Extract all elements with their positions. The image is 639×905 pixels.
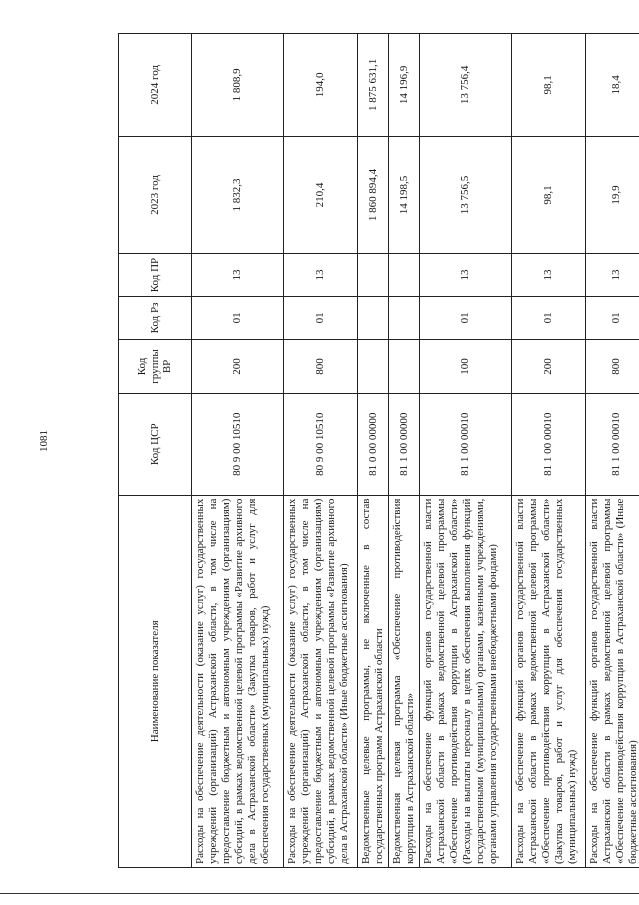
row-2024: 14 196,9 [389,34,420,137]
row-vr: 200 [192,339,284,393]
row-vr: 800 [284,339,358,393]
row-name: Расходы на обеспечение функций органов государственной власти Астраханской области в рамках ведомственной целевой программы «Обеспечение противодействия коррупции в Астраханской области» (Иные бюджетные ассигнования) [586,495,639,867]
row-name: Ведомственные целевые программы, не включенные в состав государственных программ Астраханской области [358,495,389,867]
row-csr: 81 1 00 00010 [420,394,512,496]
row-2023: 210,4 [284,136,358,253]
row-pr [389,254,420,297]
row-2023: 14 198,5 [389,136,420,253]
row-vr: 200 [512,339,586,393]
header-rz: Код Рз [119,296,192,339]
row-vr [389,339,420,393]
row-2024: 98,1 [512,34,586,137]
row-pr: 13 [420,254,512,297]
row-pr: 13 [586,254,639,297]
table-row [512,34,586,868]
row-pr: 13 [192,254,284,297]
row-2024: 1 875 631,1 [358,34,389,137]
header-name: Наименование показателя [119,495,192,867]
header-2024: 2024 год [119,34,192,137]
row-csr: 80 9 00 10510 [192,394,284,496]
page-number: 1081 [38,430,50,452]
row-name: Расходы на обеспечение функций органов государственной власти Астраханской области в рамках ведомственной целевой программы «Обеспечение противодействия коррупции в Астраханской области» (Закупка товаров, работ и услуг для обеспечения государственных (муниципальных) нужд) [512,495,586,867]
row-2024: 13 756,4 [420,34,512,137]
row-2023: 1 832,3 [192,136,284,253]
row-csr: 81 1 00 00010 [512,394,586,496]
budget-table [118,33,639,868]
row-pr: 13 [512,254,586,297]
row-vr [358,339,389,393]
row-name: Расходы на обеспечение деятельности (оказание услуг) государственных учреждений (организаций) Астраханской области, в том числе на предоставление бюджетным и автономным учреждениям (организациям) субсидий, в рамках ведомственной целевой программы «Развитие архивного дела в Астраханской области» (Закупка товаров, работ и услуг для обеспечения государственных (муниципальных) нужд) [192,495,284,867]
row-2023: 19,9 [586,136,639,253]
row-pr [358,254,389,297]
row-2023: 13 756,5 [420,136,512,253]
row-csr: 80 9 00 10510 [284,394,358,496]
row-pr: 13 [284,254,358,297]
table-row [420,34,512,868]
header-csr: Код ЦСР [119,394,192,496]
header-row [119,34,192,868]
row-2024: 194,0 [284,34,358,137]
row-rz: 01 [284,296,358,339]
row-rz [389,296,420,339]
row-vr: 800 [586,339,639,393]
row-rz [358,296,389,339]
row-rz: 01 [512,296,586,339]
row-2023: 1 860 894,4 [358,136,389,253]
row-rz: 01 [420,296,512,339]
row-csr: 81 0 00 00000 [358,394,389,496]
row-2024: 1 808,9 [192,34,284,137]
budget-table-rotated [118,33,639,868]
row-csr: 81 1 00 00010 [586,394,639,496]
page-bottom-rule [0,893,639,894]
header-2023: 2023 год [119,136,192,253]
row-rz: 01 [586,296,639,339]
row-name: Расходы на обеспечение деятельности (оказание услуг) государственных учреждений (организаций) Астраханской области, в том числе на предоставление бюджетным и автономным учреждениям (организациям) субсидий, в рамках ведомственной целевой программы «Развитие архивного дела в Астраханской области» (Иные бюджетные ассигнования) [284,495,358,867]
row-rz: 01 [192,296,284,339]
row-name: Расходы на обеспечение функций органов государственной власти Астраханской области в рамках ведомственной целевой программы «Обеспечение противодействия коррупции в Астраханской области» (Расходы на выплаты персоналу в целях обеспечения выполнения функций государственными (муниципальными) органами, казенными учреждениями, органами управления государственными внебюджетными фондами) [420,495,512,867]
row-name: Ведомственная целевая программа «Обеспечение противодействия коррупции в Астраханской области» [389,495,420,867]
row-csr: 81 1 00 00000 [389,394,420,496]
table-row [586,34,639,868]
table-row [284,34,358,868]
row-2024: 18,4 [586,34,639,137]
table-row [358,34,389,868]
header-vr: Код группы ВР [119,339,192,393]
table-row [389,34,420,868]
row-2023: 98,1 [512,136,586,253]
header-pr: Код ПР [119,254,192,297]
table-row [192,34,284,868]
row-vr: 100 [420,339,512,393]
